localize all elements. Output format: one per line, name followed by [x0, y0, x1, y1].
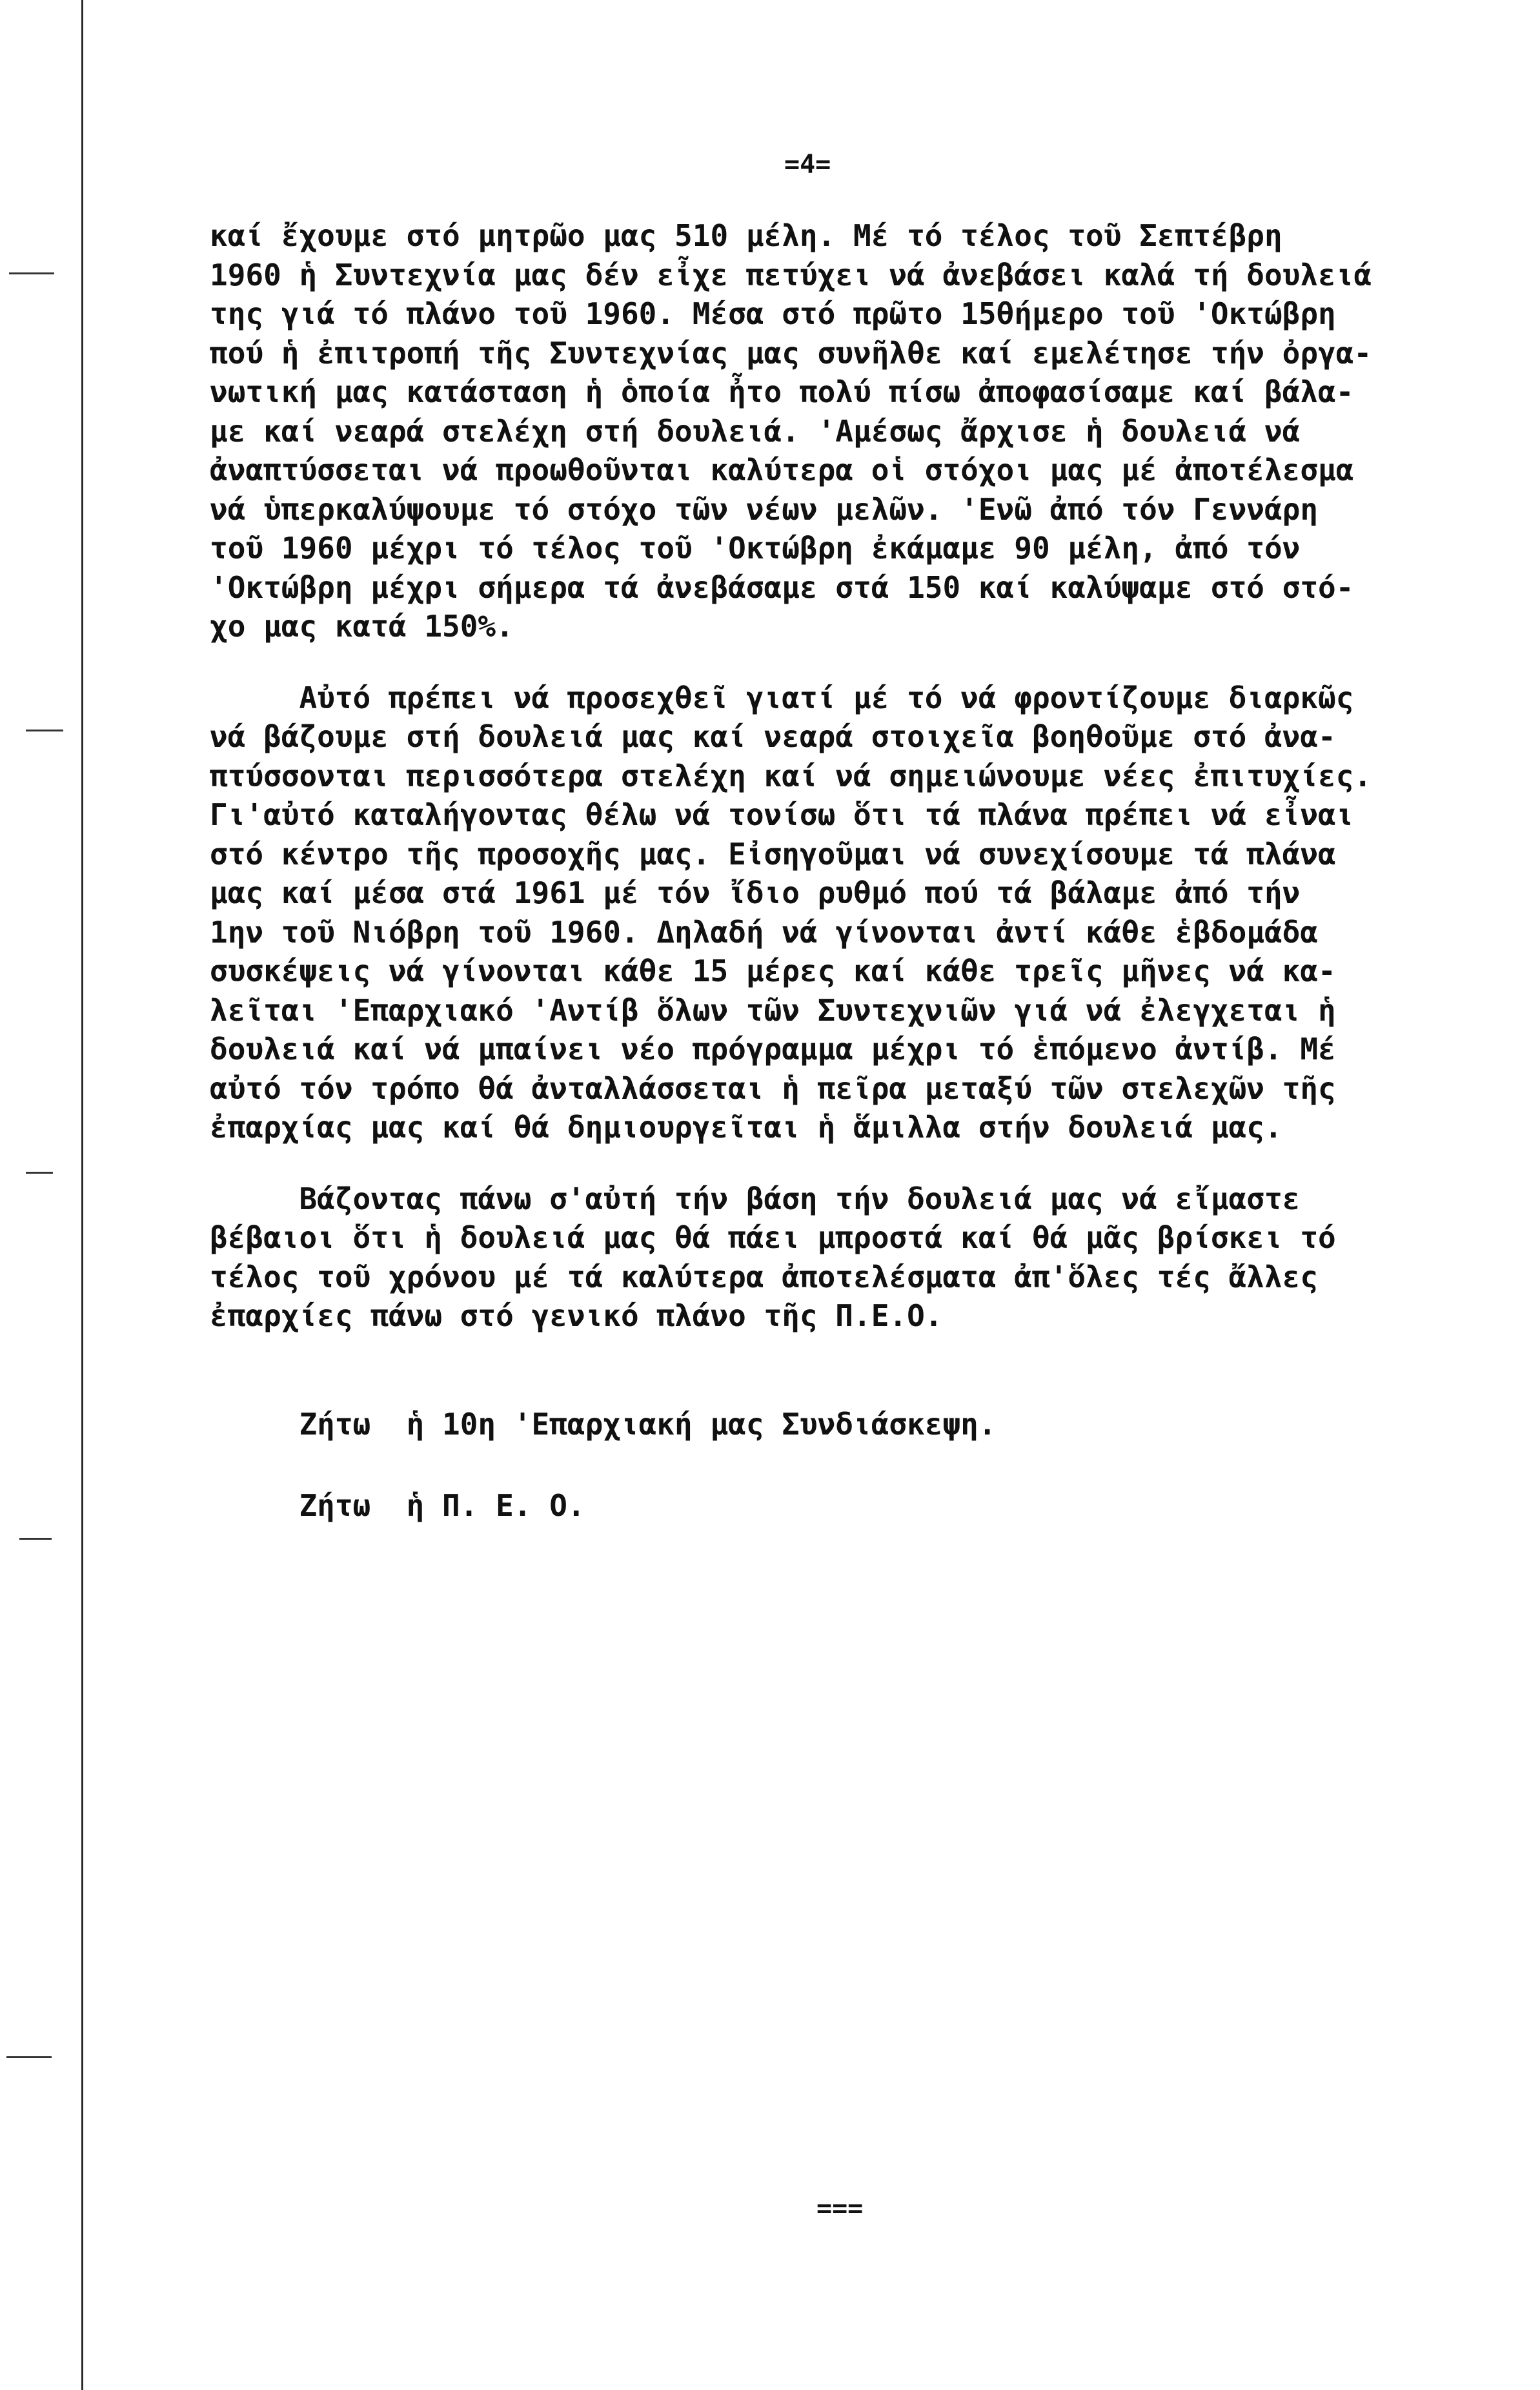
margin-tick [9, 272, 54, 274]
text-line: 1ην τοῦ Νιόβρη τοῦ 1960. Δηλαδή νά γίνονται ἀντί κάθε ἑβδομάδα [210, 914, 1319, 950]
text-line: συσκέψεις νά γίνονται κάθε 15 μέρες καί κάθε τρεῖς μῆνες νά κα- [210, 954, 1336, 988]
margin-tick [19, 1538, 52, 1540]
text-line: στό κέντρο τῆς προσοχῆς μας. Εἰσηγοῦμαι νά συνεχίσουμε τά πλάνα [210, 836, 1336, 872]
text-line: 1960 ἡ Συντεχνία μας δέν εἶχε πετύχει νά ἀνεβάσει καλά τή δουλειά [210, 257, 1372, 292]
margin-tick [26, 1172, 53, 1174]
text-line: Γι'αὐτό καταλήγοντας θέλω νά τονίσω ὅτι τά πλάνα πρέπει νά εἶναι [210, 797, 1354, 832]
text-line: μας καί μέσα στά 1961 μέ τόν ἴδιο ρυθμό πού τά βάλαμε ἀπό τήν [210, 875, 1301, 910]
page-number: =4= [784, 150, 831, 179]
text-line: χο μας κατά 150%. [210, 609, 514, 644]
paragraph-2 [210, 679, 1462, 1147]
text-line: νά ὑπερκαλύψουμε τό στόχο τῶν νέων μελῶν. 'Ενῶ ἀπό τόν Γεννάρη [210, 491, 1319, 527]
text-line: ἐπαρχίας μας καί θά δημιουργεῖται ἡ ἅμιλλα στήν δουλειά μας. [210, 1110, 1282, 1145]
text-line: 'Οκτώβρη μέχρι σήμερα τά ἀνεβάσαμε στά 150 καί καλύψαμε στό στό- [210, 569, 1354, 605]
text-line: τέλος τοῦ χρόνου μέ τά καλύτερα ἀποτελέσματα ἀπ'ὅλες τές ἄλλες [210, 1259, 1319, 1294]
text-line: με καί νεαρά στελέχη στή δουλειά. 'Αμέσως ἄρχισε ἡ δουλειά νά [210, 413, 1301, 449]
text-line: νωτική μας κατάσταση ἡ ὁποία ἦτο πολύ πίσω ἀποφασίσαμε καί βάλα- [210, 374, 1354, 409]
text-line: αὐτό τόν τρόπο θά ἀνταλλάσσεται ἡ πεῖρα μεταξύ τῶν στελεχῶν τῆς [210, 1070, 1336, 1106]
text-line: Βάζοντας πάνω σ'αὐτή τήν βάση τήν δουλειά μας νά εἴμαστε [210, 1181, 1301, 1216]
closing-line-1: Ζήτω ἡ 10η 'Επαρχιακή μας Συνδιάσκεψη. [210, 1406, 997, 1442]
closing-line-2: Ζήτω ἡ Π. Ε. Ο. [210, 1487, 585, 1523]
text-line: Αὐτό πρέπει νά προσεχθεῖ γιατί μέ τό νά φροντίζουμε διαρκῶς [210, 680, 1354, 715]
text-line: πτύσσονται περισσότερα στελέχη καί νά σημειώνουμε νέες ἐπιτυχίες. [210, 758, 1372, 793]
text-line: λεῖται 'Επαρχιακό 'Αντίβ ὅλων τῶν Συντεχνιῶν γιά νά ἐλεγχεται ἡ [210, 992, 1336, 1028]
text-line: ἀναπτύσσεται νά προωθοῦνται καλύτερα οἱ στόχοι μας μέ ἀποτέλεσμα [210, 453, 1354, 487]
text-line: δουλειά καί νά μπαίνει νέο πρόγραμμα μέχρι τό ἑπόμενο ἀντίβ. Μέ [210, 1032, 1336, 1067]
paragraph-3 [210, 1180, 1462, 1336]
margin-tick [26, 730, 63, 731]
text-line: ἐπαρχίες πάνω στό γενικό πλάνο τῆς Π.Ε.Ο. [210, 1298, 943, 1333]
text-line: νά βάζουμε στή δουλειά μας καί νεαρά στοιχεῖα βοηθοῦμε στό ἀνα- [210, 719, 1336, 754]
text-line: βέβαιοι ὅτι ἡ δουλειά μας θά πάει μπροστά καί θά μᾶς βρίσκει τό [210, 1220, 1336, 1255]
text-line: τοῦ 1960 μέχρι τό τέλος τοῦ 'Οκτώβρη ἐκάμαμε 90 μέλη, ἀπό τόν [210, 531, 1301, 566]
margin-tick [6, 2056, 52, 2058]
text-line: καί ἔχουμε στό μητρῶο μας 510 μέλη. Μέ τό τέλος τοῦ Σεπτέβρη [210, 218, 1282, 253]
text-line: πού ἡ ἐπιτροπή τῆς Συντεχνίας μας συνῆλθε καί εμελέτησε τήν ὀργα- [210, 335, 1372, 371]
end-mark: === [816, 2194, 864, 2223]
document-body [210, 216, 1462, 1523]
text-line: της γιά τό πλάνο τοῦ 1960. Μέσα στό πρῶτο 15θήμερο τοῦ 'Οκτώβρη [210, 296, 1336, 331]
left-margin-line [81, 0, 83, 2390]
paragraph-1 [210, 216, 1462, 646]
